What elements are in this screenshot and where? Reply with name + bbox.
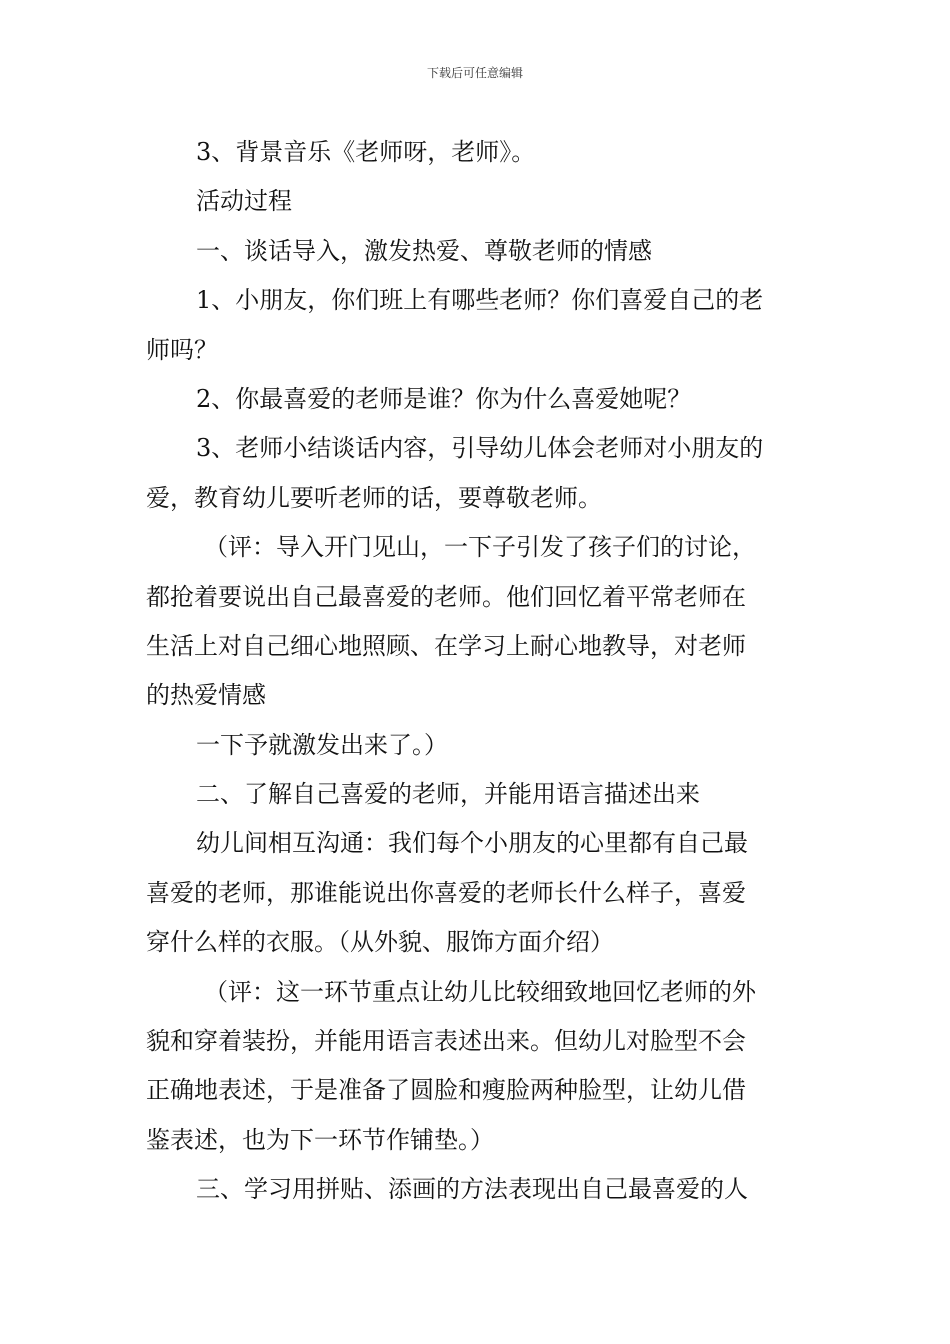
page-header: 下载后可任意编辑 [426, 66, 523, 80]
comment-line: 生活上对自己细心地照顾、在学习上耐心地教导，对老师 [146, 631, 746, 660]
comment-line: 都抢着要说出自己最喜爱的老师。他们回忆着平常老师在 [146, 582, 746, 611]
text-line: 喜爱的老师，那谁能说出你喜爱的老师长什么样子，喜爱 [146, 878, 746, 907]
text-line: 师吗？ [146, 335, 218, 364]
section-heading: 一、谈话导入，激发热爱、尊敬老师的情感 [196, 236, 652, 265]
comment-line: 一下予就激发出来了。） [196, 730, 448, 759]
section-heading: 三、学习用拼贴、添画的方法表现出自己最喜爱的人 [196, 1175, 748, 1204]
text-line: 幼儿间相互沟通：我们每个小朋友的心里都有自己最 [196, 829, 748, 858]
text-line: 3、老师小结谈话内容，引导幼儿体会老师对小朋友的 [196, 434, 764, 463]
document-body [146, 128, 808, 1215]
text-line: 穿什么样的衣服。（从外貌、服饰方面介绍） [146, 928, 614, 957]
text-line: 爱，教育幼儿要听老师的话，要尊敬老师。 [146, 483, 602, 512]
comment-line: 正确地表述，于是准备了圆脸和瘦脸两种脸型，让幼儿借 [146, 1076, 746, 1105]
text-line: 3、背景音乐《老师呀，老师》。 [196, 138, 536, 166]
text-line: 2、你最喜爱的老师是谁？你为什么喜爱她呢？ [196, 384, 692, 413]
comment-line: （评：这一环节重点让幼儿比较细致地回忆老师的外 [204, 977, 756, 1006]
text-line: 1、小朋友，你们班上有哪些老师？你们喜爱自己的老 [196, 286, 764, 315]
comment-line: 的热爱情感 [146, 681, 266, 710]
section-heading: 二、了解自己喜爱的老师，并能用语言描述出来 [196, 780, 700, 809]
comment-line: 貌和穿着装扮，并能用语言表述出来。但幼儿对脸型不会 [146, 1027, 746, 1056]
section-heading: 活动过程 [196, 187, 292, 216]
comment-line: 鉴表述，也为下一环节作铺垫。） [146, 1125, 494, 1154]
comment-line: （评：导入开门见山，一下子引发了孩子们的讨论， [204, 533, 756, 562]
